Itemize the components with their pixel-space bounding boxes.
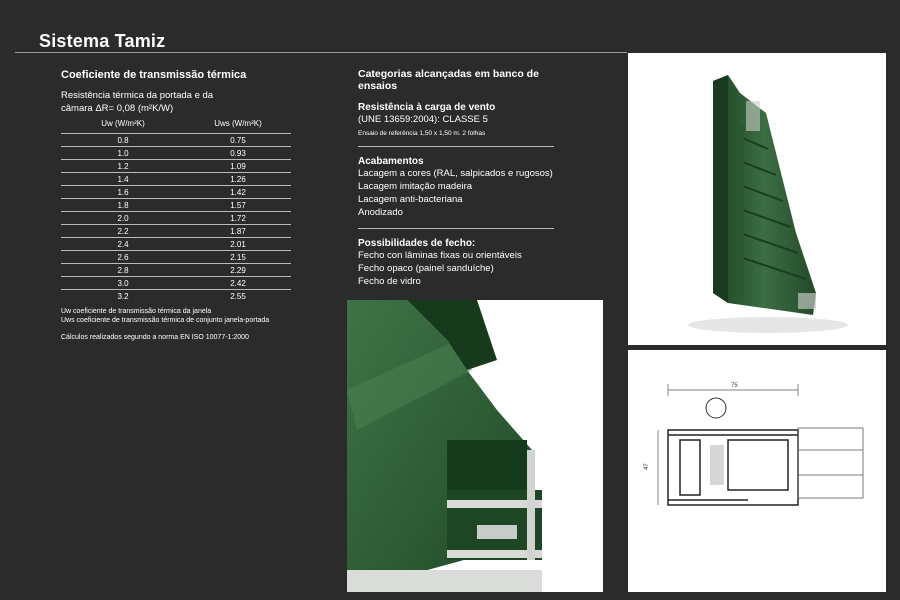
uws-cell: 2.15 <box>185 251 291 264</box>
uws-cell: 1.72 <box>185 212 291 225</box>
uws-cell: 1.87 <box>185 225 291 238</box>
table-row <box>61 238 291 251</box>
categories-heading: Categorias alcançadas em banco de ensaios <box>358 68 539 92</box>
technical-drawing <box>628 350 886 592</box>
table-row <box>61 173 291 186</box>
dimension-height: 47 <box>644 463 650 470</box>
uws-cell: 0.93 <box>185 147 291 160</box>
finish-item: Lacagem anti-bacteriana <box>358 194 463 205</box>
uw-cell: 1.0 <box>61 147 185 160</box>
uw-cell: 1.6 <box>61 186 185 199</box>
uws-cell: 2.55 <box>230 291 246 301</box>
uws-cell: 1.57 <box>185 199 291 212</box>
table-row <box>61 290 291 303</box>
uws-cell: 1.26 <box>185 173 291 186</box>
note-uws: Uws coeficiente de transmissão térmica de conjunto janela-portada <box>61 317 270 324</box>
thermal-intro-line2: câmara ΔR= 0,08 (m²K/W) <box>61 103 174 114</box>
thermal-intro <box>61 89 241 115</box>
uw-cell: 0.8 <box>61 134 185 147</box>
finish-item: Lacagem imitação madeira <box>358 181 473 192</box>
dimension-width: 75 <box>731 383 738 389</box>
finish-item: Anodizado <box>358 207 403 218</box>
closing-item: Fecho de vidro <box>358 276 421 287</box>
table-row <box>61 212 291 225</box>
wind-reference: Ensaio de referência 1,50 x 1,50 m. 2 folhas <box>358 130 486 137</box>
uw-cell: 1.2 <box>61 160 185 173</box>
divider <box>358 228 554 229</box>
table-header-uws: Uws (W/m²K) <box>185 119 291 134</box>
categories-section <box>358 68 573 288</box>
table-row <box>61 264 291 277</box>
wind-title: Resistência à carga de vento <box>358 102 496 113</box>
table-row <box>61 147 291 160</box>
finishes-title: Acabamentos <box>358 156 424 167</box>
table-row <box>61 277 291 290</box>
uws-cell: 2.01 <box>185 238 291 251</box>
note-uw: Uw coeficiente de transmissão térmica da janela <box>61 308 212 315</box>
closing-title: Possibilidades de fecho: <box>358 238 476 249</box>
uw-cell: 1.8 <box>61 199 185 212</box>
uw-cell: 3.0 <box>61 277 185 290</box>
table-row <box>61 186 291 199</box>
title-divider <box>15 52 627 53</box>
thermal-intro-line1: Resistência térmica da portada e da <box>61 90 214 101</box>
table-row <box>61 134 291 147</box>
uws-cell: 2.42 <box>185 277 291 290</box>
uws-cell: 1.09 <box>185 160 291 173</box>
table-row <box>61 160 291 173</box>
finish-item: Lacagem a cores (RAL, salpicados e rugosos) <box>358 168 553 179</box>
table-row <box>61 225 291 238</box>
thermal-section <box>61 69 331 341</box>
calc-note: Cálculos realizados segundo a norma EN ISO 10077-1:2000 <box>61 334 249 341</box>
uws-cell: 2.29 <box>185 264 291 277</box>
table-header-uw: Uw (W/m²K) <box>61 119 185 134</box>
uw-cell: 2.8 <box>61 264 185 277</box>
profile-closeup-image <box>347 300 603 592</box>
divider <box>358 146 554 147</box>
uws-cell: 1.42 <box>185 186 291 199</box>
thermal-table <box>61 119 291 302</box>
uw-cell: 2.6 <box>61 251 185 264</box>
uw-cell: 2.4 <box>61 238 185 251</box>
uw-cell: 2.2 <box>61 225 185 238</box>
uw-cell: 3.2 <box>117 291 129 301</box>
uw-cell: 1.4 <box>61 173 185 186</box>
closing-item: Fecho opaco (painel sanduíche) <box>358 263 494 274</box>
table-row <box>61 251 291 264</box>
wind-value: (UNE 13659:2004): CLASSE 5 <box>358 114 488 125</box>
table-row <box>61 199 291 212</box>
uws-cell: 0.75 <box>185 134 291 147</box>
thermal-notes <box>61 307 269 325</box>
thermal-heading: Coeficiente de transmissão térmica <box>61 69 247 81</box>
closing-item: Fecho con lâminas fixas ou orientáveis <box>358 250 522 261</box>
page-title: Sistema Tamiz <box>39 31 166 51</box>
shutter-profile-image <box>628 53 886 345</box>
uw-cell: 2.0 <box>61 212 185 225</box>
